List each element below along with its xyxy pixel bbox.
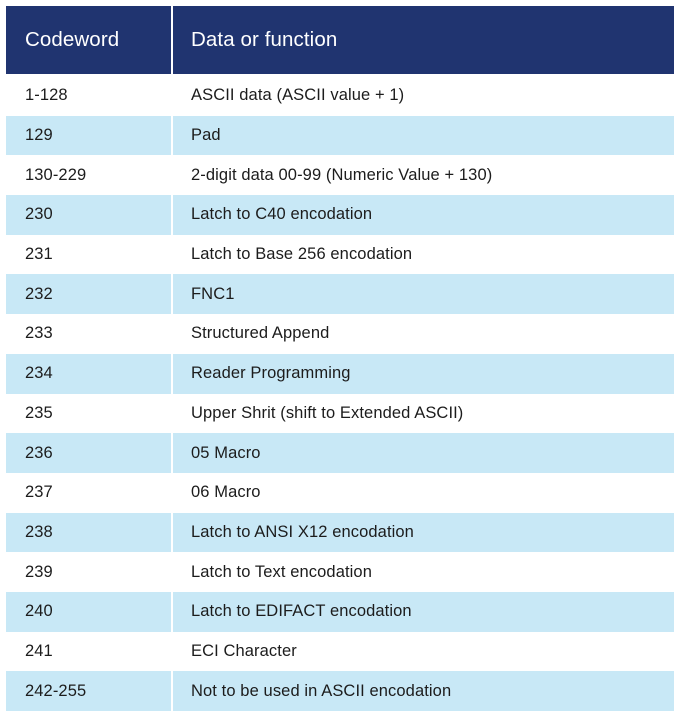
header-data-or-function: Data or function [173, 6, 674, 74]
table-row [6, 76, 674, 116]
table-row [6, 671, 674, 711]
codeword-cell: 238 [6, 513, 171, 553]
table-row [6, 155, 674, 195]
function-cell: Reader Programming [173, 354, 674, 394]
function-cell: Structured Append [173, 314, 674, 354]
table-row [6, 394, 674, 434]
codeword-cell: 233 [6, 314, 171, 354]
codeword-cell: 231 [6, 235, 171, 275]
table-row [6, 433, 674, 473]
codeword-cell: 240 [6, 592, 171, 632]
codeword-table [6, 6, 674, 711]
codeword-cell: 237 [6, 473, 171, 513]
codeword-cell: 232 [6, 274, 171, 314]
table-row [6, 314, 674, 354]
table-row [6, 274, 674, 314]
table-row [6, 592, 674, 632]
function-cell: Latch to C40 encodation [173, 195, 674, 235]
function-cell: Not to be used in ASCII encodation [173, 671, 674, 711]
codeword-cell: 235 [6, 394, 171, 434]
function-cell: Latch to ANSI X12 encodation [173, 513, 674, 553]
function-cell: Latch to Base 256 encodation [173, 235, 674, 275]
codeword-cell: 129 [6, 116, 171, 156]
function-cell: Latch to Text encodation [173, 552, 674, 592]
codeword-cell: 1-128 [6, 76, 171, 116]
table-row [6, 354, 674, 394]
codeword-cell: 230 [6, 195, 171, 235]
codeword-cell: 236 [6, 433, 171, 473]
table-row [6, 552, 674, 592]
table-row [6, 235, 674, 275]
function-cell: FNC1 [173, 274, 674, 314]
codeword-cell: 234 [6, 354, 171, 394]
function-cell: Latch to EDIFACT encodation [173, 592, 674, 632]
table-row [6, 116, 674, 156]
codeword-cell: 239 [6, 552, 171, 592]
header-codeword: Codeword [6, 6, 171, 74]
function-cell: Upper Shrit (shift to Extended ASCII) [173, 394, 674, 434]
table-row [6, 632, 674, 672]
table-row [6, 195, 674, 235]
function-cell: Pad [173, 116, 674, 156]
function-cell: 05 Macro [173, 433, 674, 473]
codeword-cell: 241 [6, 632, 171, 672]
table-row [6, 473, 674, 513]
function-cell: 2-digit data 00-99 (Numeric Value + 130) [173, 155, 674, 195]
codeword-cell: 130-229 [6, 155, 171, 195]
function-cell: ASCII data (ASCII value + 1) [173, 76, 674, 116]
table-row [6, 513, 674, 553]
function-cell: ECI Character [173, 632, 674, 672]
codeword-cell: 242-255 [6, 671, 171, 711]
table-header-row [6, 6, 674, 74]
function-cell: 06 Macro [173, 473, 674, 513]
